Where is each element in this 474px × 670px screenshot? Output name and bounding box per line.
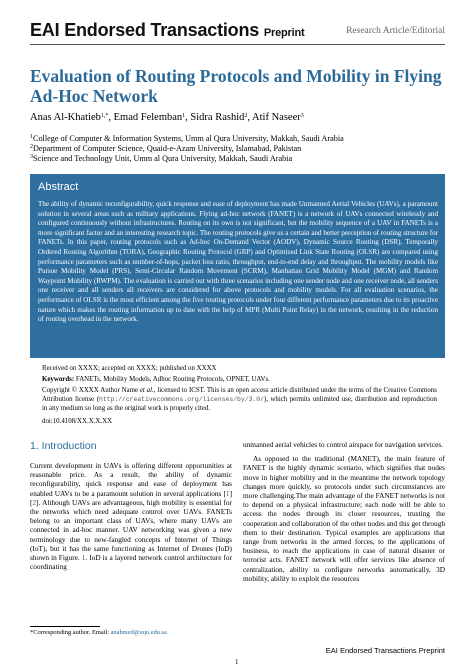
author-name: , Sidra Rashid: [185, 112, 245, 123]
copyright-text: , licensed to ICST. This is an open access article distributed under the terms of the Creative Commons Attribution license (: [42, 387, 437, 403]
body-text: . IoD is a layered network control architecture for coordinating: [30, 553, 232, 572]
section-heading-introduction: 1. Introduction: [30, 440, 97, 452]
footer-journal-name: EAI Endorsed Transactions Preprint: [325, 646, 445, 655]
intro-paragraph: [30, 461, 232, 571]
paper-title: Evaluation of Routing Protocols and Mobility in Flying Ad-Hoc Network: [30, 66, 442, 106]
intro-paragraph: As opposed to the traditional (MANET), the main feature of FANET is the highly dynamic scenario, which signifies that nodes move in higher mobility and in the meantime the network topology changes more quickly, so protocols under such circumstances are more challenging.The main advantage of the FANET networks is not to depend on a physical infrastructure; each node will be able to access the nodes through its closer resources, trusting the cooperation and collaboration of the other nodes and this get through them to their destination. Typical examples are applications that range from networks in the armed forces, to the applications of business, to reach the applications in case of natural disaster or terrorist acts. FANET network will offer services like absence of centralization, ability to configure networks automatically, 3D mobility, ability to exploit the resources: [243, 454, 445, 583]
author-list: [30, 112, 304, 123]
keywords-text: FANETs, Mobility Models, Adhoc Routing Protocols, OPNET, UAVs.: [75, 376, 270, 383]
header-divider: [30, 44, 445, 45]
journal-name: [30, 20, 304, 41]
author-name: Anas Al-Khatieb: [30, 112, 101, 123]
journal-header: [30, 20, 445, 60]
journal-suffix: Preprint: [263, 27, 305, 39]
citation-link[interactable]: 2: [32, 497, 37, 507]
affiliation-text: Department of Computer Science, Quaid-e-Azam University, Islamabad, Pakistan: [33, 144, 302, 153]
footnote-divider: [30, 626, 100, 627]
copyright-etal: et al.: [139, 387, 154, 394]
affiliation-marker: 3: [30, 154, 33, 160]
abstract-box: [30, 174, 445, 358]
received-dates: Received on XXXX; accepted on XXXX; published on XXXX: [42, 365, 217, 372]
author-affiliation-marker: 3: [300, 113, 304, 119]
email-link[interactable]: anahmed@uqu.edu.sa: [110, 629, 167, 636]
body-text: Current development in UAVs is offering different opportunities at reasonable price. As a result, the ability of dynamic reconfigurability, quick response and ease of deployment has enabled UAVs to be a paramount solution in several applications [: [30, 461, 232, 498]
corresponding-author-footnote: [30, 629, 167, 636]
article-type: Research Article/Editorial: [346, 26, 445, 36]
journal-name-text: EAI Endorsed Transactions: [30, 20, 260, 40]
abstract-text: The ability of dynamic reconfigurability, quick response and ease of deployment has made Unmanned Aerial Vehicles (UAVs), a paramount solution in several areas such as military applications. Flying ad-hoc network (FANET) is a network of UAVs connected wirelessly and configured continuously without infrastructures. Routing on its own is not significant, but the mobility sequence of a UAV in FANETs is a more significant factor and an interesting research topic. The routing protocols give us a certain and better perception of routing structure for FANETs. In this paper, routing protocols such as Ad-hoc On-Demand Vector (AODV), Dynamic Source Routing (DSR), Temporally Ordered Routing Algorithm (TORA), Geographic Routing Protocol (GRP) and Optimized Link State Routing (OLSR) are compared using performance parameters such as number-of-hops, packet loss ratio, throughput, end-to-end delay and throughput. The mobility models like Pursue Mobility Model (PRS), Semi-Circular Random Movement (SCRM), Manhattan Grid Mobility Model (MGM) and Random Waypoint Mobility (RWPM). The evaluation is carried out with three scenarios including one sender node and one receiver node, all senders one receiver and all senders all receivers are considered for above protocols and mobility models. For all evaluation scenarios, the performance of OLSR is the most efficient among the five routing protocols under four different performance parameters due to its proactive nature which makes the routing information up to date with the help of MPR (Multi Point Relay) in the network, resulting in the reduction of routing overhead in the network.: [38, 200, 439, 324]
keywords-label: Keywords:: [42, 376, 75, 383]
affiliation-marker: 1: [30, 134, 33, 140]
affiliation-marker: 2: [30, 144, 33, 150]
author-name: , Atif Naseer: [247, 112, 301, 123]
copyright-notice: [42, 386, 437, 413]
right-column: [243, 440, 445, 583]
affiliation-text: Science and Technology Unit, Umm al Qura University, Makkah, Saudi Arabia: [33, 154, 293, 163]
keywords: [42, 375, 437, 384]
author-affiliation-marker: 2: [244, 113, 248, 119]
body-text: ]. Although UAVs are advantageous, high mobility is essential for the networks which need adequate control over UAVs. FANETs belong to an important class of UAVs, where many UAVs are connected in ad-hoc manner. UAV networking was given a new terminology due to new-fangled concepts of Internet of Things (IoT), but it has the same functioning as Internet of Drones (IoD) shown in Figure.: [30, 497, 232, 563]
copyright-text: Copyright © XXXX Author Name: [42, 387, 140, 394]
figure-ref-link[interactable]: 1: [81, 553, 86, 563]
affiliation: [30, 144, 301, 153]
page-number: 1: [235, 658, 239, 666]
citation-separator: ][: [30, 488, 232, 507]
abstract-heading: Abstract: [38, 181, 79, 193]
license-link[interactable]: http://creativecommons.org/licenses/by/3.0/: [99, 396, 264, 403]
author-name: , Emad Felemban: [108, 112, 183, 123]
doi[interactable]: doi:10.4108/XX.X.X.XX: [42, 418, 113, 425]
author-affiliation-marker: 1: [182, 113, 186, 119]
footnote-label: *Corresponding author. Email:: [30, 629, 111, 636]
citation-link[interactable]: 1: [225, 488, 230, 498]
copyright-text: ), which permits unlimited use, distribution and reproduction in any medium so long as the original work is properly cited.: [42, 396, 437, 412]
affiliation: [30, 134, 344, 143]
left-column: [30, 440, 232, 571]
affiliation-text: College of Computer & Information Systems, Umm al Qura University, Makkah, Saudi Arabia: [33, 134, 344, 143]
intro-paragraph-continued: unmanned aerial vehicles to control airspace for navigation services.: [243, 440, 443, 449]
affiliation: [30, 154, 292, 163]
author-affiliation-marker: 1,*: [100, 113, 109, 119]
